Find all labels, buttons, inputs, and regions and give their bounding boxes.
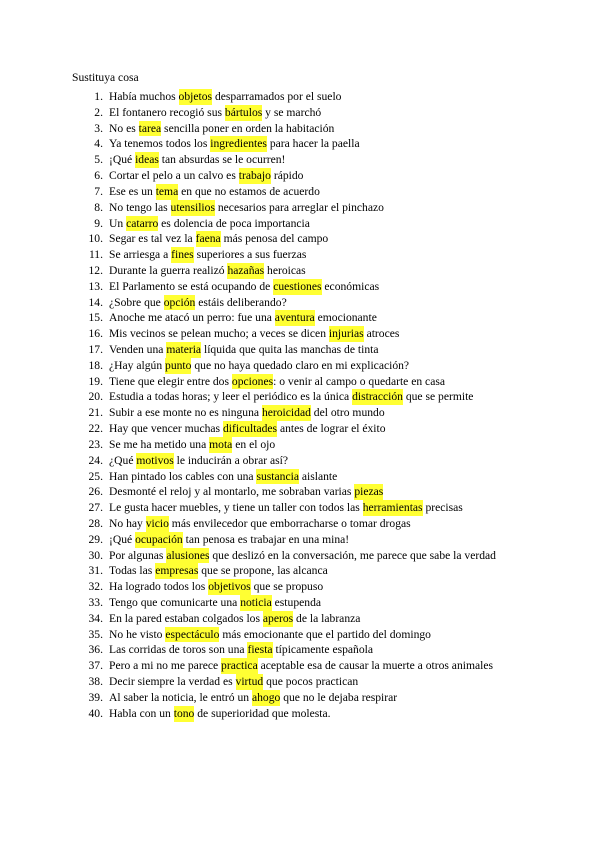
item-text-before: En la pared estaban colgados los [109,611,263,625]
item-number: 17. [88,343,103,356]
highlighted-word: aperos [262,611,294,625]
highlighted-word: sustancia [256,469,299,483]
item-text-before: Mis vecinos se pelean mucho; a veces se dicen [109,327,329,341]
item-text-after: heroicas [264,263,306,277]
highlighted-word: objetos [178,90,213,103]
item-text-after: que se propuso [250,580,324,594]
highlighted-word: injurias [328,327,364,341]
item-text-after: que no le dejaba respirar [280,690,398,704]
item-text-after: estupenda [271,596,322,609]
list-item [82,658,496,674]
item-text-after: superiores a sus fuerzas [193,248,307,262]
item-number: 5. [94,153,103,167]
item-text-before: Tiene que elegir entre dos [109,374,232,388]
item-text-after: líquida que quita las manchas de tinta [201,343,379,356]
item-text-before: El fontanero recogió sus [109,105,225,119]
highlighted-word: objetivos [208,580,251,594]
list-item [82,168,496,184]
item-text-before: No tengo las [109,200,171,214]
item-text-after: tan penosa es trabajar en una mina! [182,532,350,546]
item-text-before: Las corridas de toros son una [109,643,248,657]
highlighted-word: tema [155,184,179,198]
item-number: 15. [88,311,103,325]
item-text-after: le inducirán a obrar así? [173,453,289,467]
item-text-before: ¿Sobre que [109,295,164,309]
item-number: 40. [88,706,103,720]
highlighted-word: practica [221,659,258,673]
item-number: 14. [88,295,103,309]
highlighted-word: motivos [136,453,174,467]
highlighted-word: tarea [138,121,162,135]
item-text-before: Subir a ese monte no es ninguna [109,406,262,420]
item-number: 16. [88,327,103,341]
item-number: 13. [88,279,103,293]
list-item [82,706,496,722]
item-text-before: Pero a mi no me parece [109,659,222,673]
item-text-before: Durante la guerra realizó [109,263,228,277]
item-number: 2. [94,105,103,119]
document-title: Sustituya cosa [72,71,139,84]
item-text-after: necesarios para arreglar el pinchazo [214,200,384,214]
item-number: 27. [88,501,103,515]
highlighted-word: hazañas [227,263,265,277]
item-text-after: que no haya quedado claro en mi explicación? [191,358,410,372]
item-text-after: más emocionante que el partido del domingo [219,627,431,641]
item-text-before: Tengo que comunicarte una [109,596,241,609]
list-item [82,279,496,295]
item-text-after: desparramados por el suelo [212,90,342,103]
list-item [82,389,496,405]
list-item [82,342,496,358]
highlighted-word: dificultades [222,422,278,436]
highlighted-word: alusiones [166,548,210,562]
item-number: 24. [88,453,103,467]
list-item [82,690,496,706]
item-text-before: Todas las [109,564,156,578]
highlighted-word: materia [166,343,202,356]
item-text-after: y se marchó [262,105,322,119]
item-number: 3. [94,121,103,135]
item-text-after: antes de lograr el éxito [277,422,386,436]
item-number: 21. [88,406,103,420]
item-number: 22. [88,422,103,436]
item-text-after: es dolencia de poca importancia [158,216,310,230]
highlighted-word: ocupación [135,532,183,546]
item-text-before: Estudia a todas horas; y leer el periódico es la única [109,390,353,404]
list-item [82,484,496,500]
highlighted-word: heroicidad [261,406,311,420]
item-text-after: más envilecedor que emborracharse o tomar drogas [168,516,411,530]
item-text-after: económicas [321,279,380,293]
highlighted-word: ahogo [251,690,281,704]
item-number: 18. [88,358,103,372]
list-item [82,152,496,168]
list-item [82,437,496,453]
highlighted-word: cuestiones [273,279,322,293]
item-text-before: Al saber la noticia, le entró un [109,690,252,704]
item-text-before: Desmonté el reloj y al montarlo, me sobraban varias [109,485,355,499]
item-number: 8. [94,200,103,214]
list-item [82,579,496,595]
item-number: 12. [88,263,103,277]
highlighted-word: herramientas [362,501,423,515]
item-text-after: emocionante [314,311,377,325]
highlighted-word: utensilios [170,200,215,214]
item-text-before: ¿Qué [109,453,137,467]
list-item [82,216,496,232]
item-number: 31. [88,564,103,578]
item-text-after: aislante [298,469,338,483]
list-item [82,405,496,421]
item-number: 26. [88,485,103,499]
item-text-before: Le gusta hacer muebles, y tiene un taller con todos las [109,501,363,515]
list-item [82,421,496,437]
item-number: 39. [88,690,103,704]
list-item [82,595,496,611]
item-text-before: Se me ha metido una [109,437,210,451]
highlighted-word: ideas [135,153,159,167]
item-number: 19. [88,374,103,388]
item-text-after: atroces [363,327,400,341]
item-text-after: tan absurdas se le ocurren! [158,153,286,167]
item-text-after: típicamente española [272,643,374,657]
item-text-after: en que no estamos de acuerdo [178,184,320,198]
highlighted-word: faena [195,232,221,246]
item-text-after: del otro mundo [310,406,385,420]
item-text-after: sencilla poner en orden la habitación [161,121,335,135]
item-number: 33. [88,596,103,609]
list-item [82,231,496,247]
item-text-after: de superioridad que molesta. [194,706,331,720]
item-text-before: Han pintado los cables con una [109,469,257,483]
list-item [82,121,496,137]
item-text-after: para hacer la paella [266,137,360,151]
item-number: 30. [88,548,103,562]
item-text-before: Por algunas [109,548,167,562]
item-text-before: Hay que vencer muchas [109,422,223,436]
item-text-before: Segar es tal vez la [109,232,196,246]
item-text-after: aceptable esa de causar la muerte a otros animales [257,659,494,673]
item-text-before: Anoche me atacó un perro: fue una [109,311,275,325]
list-item [82,627,496,643]
list-item [82,548,496,564]
exercise-list [82,89,496,722]
highlighted-word: mota [209,437,233,451]
item-text-before: Ha logrado todos los [109,580,209,594]
item-number: 35. [88,627,103,641]
list-item [82,310,496,326]
item-text-before: Había muchos [109,90,179,103]
highlighted-word: catarro [126,216,159,230]
highlighted-word: vicio [145,516,169,530]
item-number: 28. [88,516,103,530]
item-text-before: ¡Qué [109,532,136,546]
highlighted-word: trabajo [238,169,271,183]
highlighted-word: bártulos [224,105,263,119]
highlighted-word: empresas [155,564,199,578]
highlighted-word: fiesta [247,643,273,657]
item-number: 25. [88,469,103,483]
item-text-before: Se arriesga a [109,248,172,262]
item-number: 4. [94,137,103,151]
highlighted-word: espectáculo [165,627,220,641]
item-number: 32. [88,580,103,594]
list-item [82,674,496,690]
item-text-after: en el ojo [232,437,276,451]
highlighted-word: noticia [240,596,272,609]
item-text-before: ¡Qué [109,153,136,167]
list-item [82,374,496,390]
list-item [82,184,496,200]
list-item [82,105,496,121]
item-text-before: Un [109,216,127,230]
item-text-before: No es [109,121,139,135]
list-item [82,247,496,263]
item-text-before: ¿Hay algún [109,358,166,372]
list-item [82,326,496,342]
item-number: 6. [94,169,103,183]
highlighted-word: tono [173,706,195,720]
list-item [82,358,496,374]
item-text-before: Habla con un [109,706,174,720]
list-item [82,263,496,279]
item-text-after: de la labranza [293,611,361,625]
highlighted-word: opciones [231,374,274,388]
item-text-before: El Parlamento se está ocupando de [109,279,274,293]
highlighted-word: aventura [274,311,315,325]
item-number: 20. [88,390,103,404]
list-item [82,642,496,658]
item-text-after: más penosa del campo [220,232,329,246]
item-number: 34. [88,611,103,625]
item-text-after: que se propone, las alcanca [198,564,328,578]
item-text-after: que pocos practican [263,675,359,689]
item-text-before: Ya tenemos todos los [109,137,211,151]
highlighted-word: piezas [354,485,384,499]
list-item [82,516,496,532]
list-item [82,611,496,627]
list-item [82,500,496,516]
list-item [82,136,496,152]
item-text-after: precisas [422,501,463,515]
highlighted-word: opción [163,295,196,309]
item-text-before: Decir siempre la verdad es [109,675,236,689]
item-number: 23. [88,437,103,451]
item-text-before: Cortar el pelo a un calvo es [109,169,239,183]
list-item [82,563,496,579]
highlighted-word: punto [165,358,192,372]
list-item [82,469,496,485]
item-number: 36. [88,643,103,657]
list-item [82,200,496,216]
item-text-after: rápido [270,169,304,183]
list-item [82,453,496,469]
item-number: 29. [88,532,103,546]
item-number: 9. [94,216,103,230]
item-text-after: : o venir al campo o quedarte en casa [273,374,446,388]
highlighted-word: distracción [352,390,403,404]
item-number: 1. [94,90,103,103]
item-number: 37. [88,659,103,673]
highlighted-word: ingredientes [210,137,267,151]
item-text-after: que deslizó en la conversación, me parece que sabe la verdad [209,548,496,562]
list-item [82,295,496,311]
item-number: 7. [94,184,103,198]
item-text-before: Ese es un [109,184,156,198]
item-text-after: estáis deliberando? [195,295,287,309]
list-item [82,532,496,548]
item-text-before: No hay [109,516,146,530]
list-item [82,89,496,105]
highlighted-word: fines [171,248,194,262]
item-number: 10. [88,232,103,246]
item-number: 38. [88,675,103,689]
item-number: 11. [88,248,103,262]
highlighted-word: virtud [235,675,264,689]
item-text-after: que se permite [402,390,474,404]
item-text-before: Venden una [109,343,167,356]
item-text-before: No he visto [109,627,166,641]
